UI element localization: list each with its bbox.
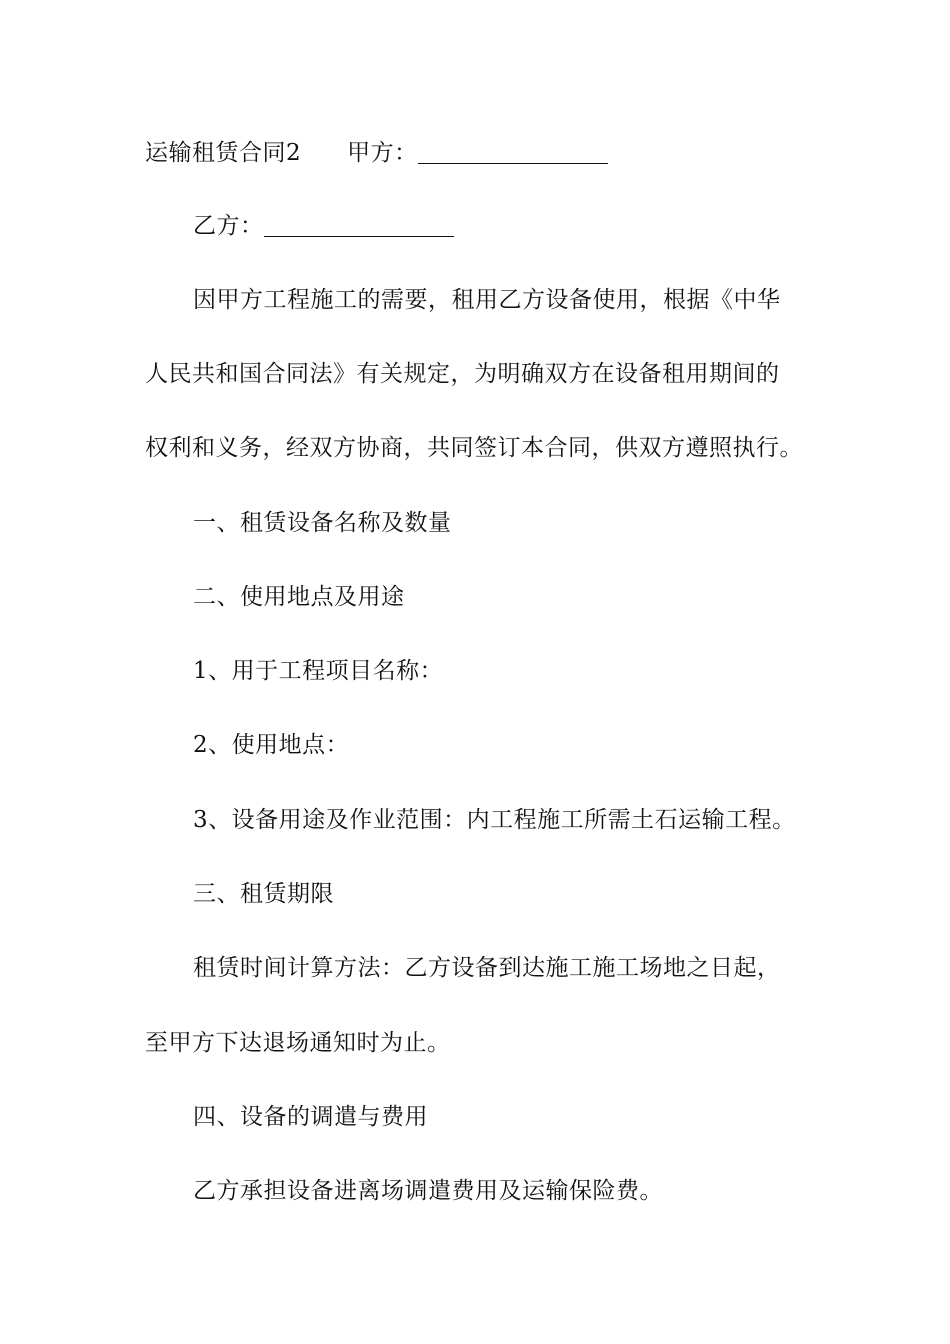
paragraph-line: 权利和义务，经双方协商，共同签订本合同，供双方遵照执行。 <box>145 435 803 461</box>
party-b-blank <box>264 214 454 237</box>
list-item: 3、设备用途及作业范围：内工程施工所需土石运输工程。 <box>193 807 796 833</box>
section-heading-3: 三、租赁期限 <box>193 881 334 907</box>
document-title: 运输租赁合同2 <box>145 140 302 166</box>
party-b-label: 乙方： <box>193 213 264 239</box>
section-heading-4: 四、设备的调遣与费用 <box>193 1104 428 1130</box>
party-a-blank <box>418 141 608 164</box>
party-b-line <box>193 211 454 241</box>
party-a-label: 甲方： <box>347 140 418 166</box>
paragraph-line: 乙方承担设备进离场调遣费用及运输保险费。 <box>193 1178 663 1204</box>
list-item: 1、用于工程项目名称： <box>193 658 444 684</box>
section-heading-1: 一、租赁设备名称及数量 <box>193 510 452 536</box>
title-line <box>145 138 608 168</box>
paragraph-line: 租赁时间计算方法：乙方设备到达施工施工场地之日起， <box>193 955 781 981</box>
list-item: 2、使用地点： <box>193 732 350 758</box>
paragraph-line: 至甲方下达退场通知时为止。 <box>145 1030 451 1056</box>
paragraph-line: 人民共和国合同法》有关规定，为明确双方在设备租用期间的 <box>145 361 780 387</box>
section-heading-2: 二、使用地点及用途 <box>193 584 405 610</box>
paragraph-line: 因甲方工程施工的需要，租用乙方设备使用，根据《中华 <box>193 287 781 313</box>
